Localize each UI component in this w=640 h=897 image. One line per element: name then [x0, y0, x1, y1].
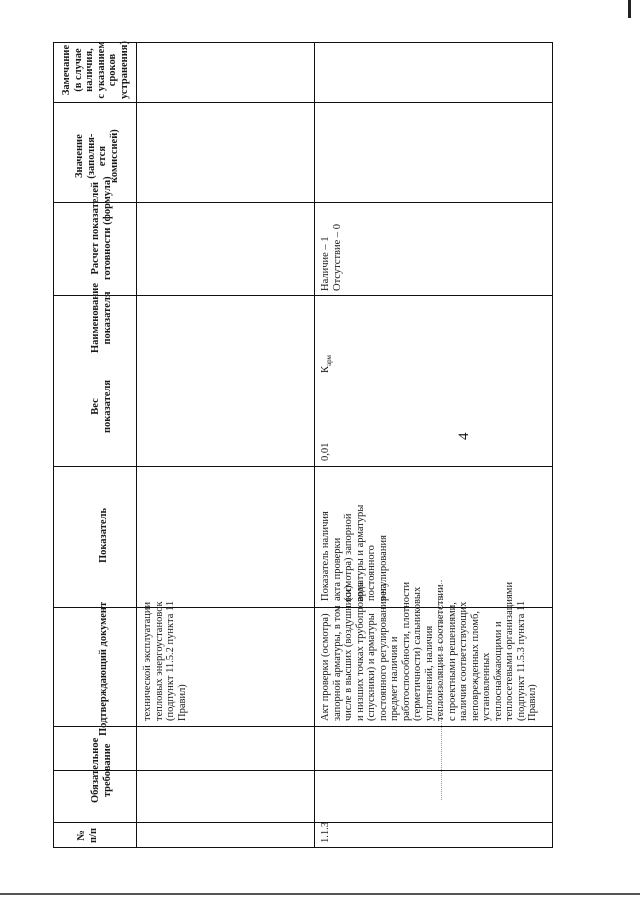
- scan-dotted-line: [441, 580, 442, 800]
- header-note: Замечание (в случае наличия, с указанием сроков устранения): [61, 41, 130, 99]
- row2-name: [320, 355, 336, 373]
- row2-name-base: К: [320, 365, 331, 373]
- header-value: Значение (заполня- ется комиссией): [74, 129, 120, 183]
- header-name: Наименование показателя: [90, 283, 113, 353]
- scan-edge-mark: [0, 893, 640, 895]
- header-requirement: Обязательное требование: [90, 737, 113, 803]
- header-indicator: Показатель: [98, 507, 109, 563]
- header-document: Подтверждающий документ: [98, 601, 109, 736]
- header-weight: Вес показателя: [90, 379, 113, 433]
- row2-indicator: Показатель наличия акта проверки (осмотра) запорной арматуры и арматуры постоянного регулирования: [320, 504, 389, 601]
- row1-document: технической эксплуатации тепловых энергоустановок (подпункт 11.5.2 пункта 11 Правил): [142, 600, 188, 721]
- requirements-table: [53, 42, 553, 848]
- row2-calc: Наличие – 1 Отсутствие – 0: [320, 223, 343, 291]
- header-num: № п/п: [76, 827, 99, 843]
- scan-edge-mark: [628, 0, 631, 18]
- row2-name-sub: арм: [325, 355, 334, 366]
- header-calc: Расчет показателей готовности (формула): [90, 176, 113, 280]
- page-number: 4: [456, 432, 472, 440]
- row2-document: Акт проверки (осмотра) запорной арматуры, в том числе в высших (воздушники) и низших точках трубопровода (спускники) и арматуры постоянного регулирования на предмет наличия и работоспособности, плотности (герметичности) сальниковых уплотнений, наличия теплоизоляции в соответствии с проектными решениями, наличия соответствующих неповрежденных пломб, установленных теплоснабжающими и теплосетевыми организациями (подпункт 11.5.3 пункта 11 Правил): [320, 581, 538, 721]
- row2-num: 1.1.3: [320, 822, 331, 843]
- row2-weight: 0,01: [320, 442, 331, 461]
